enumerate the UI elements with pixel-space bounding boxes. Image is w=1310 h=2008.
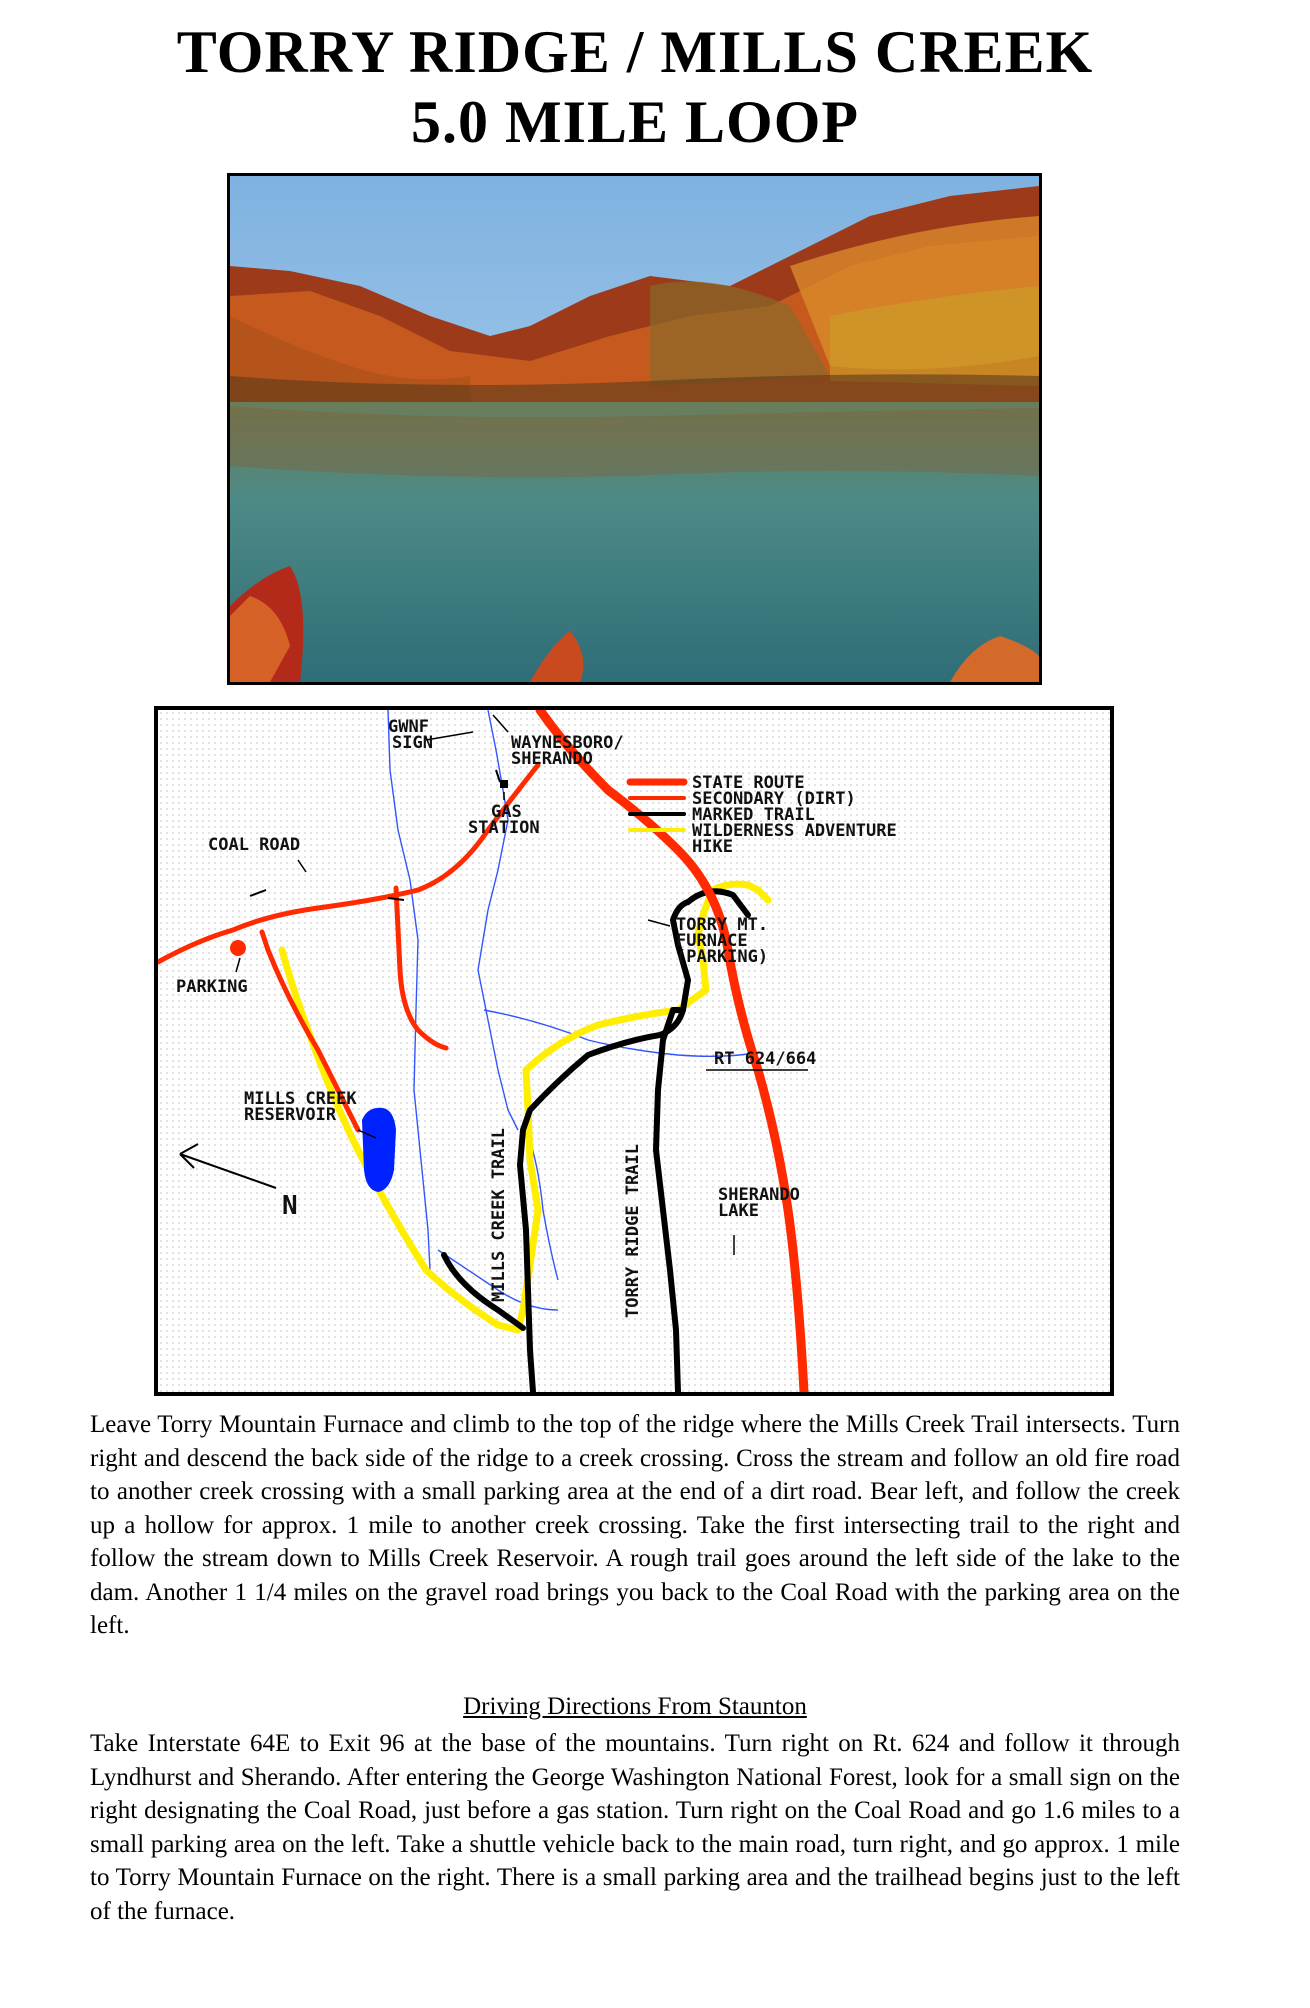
stream: [388, 710, 430, 1270]
reservoir-label-1: MILLS CREEK: [244, 1089, 357, 1109]
legend-marked-trail-label: MARKED TRAIL: [692, 805, 815, 825]
gas-station-label-1: GAS: [491, 802, 522, 822]
dirt-road-secondary: [396, 888, 446, 1048]
torry-furnace-label-3: (PARKING): [676, 947, 769, 967]
parking-label: PARKING: [176, 977, 248, 997]
torry-furnace-label-1: TORRY MT.: [676, 915, 769, 935]
sherando-lake-label-1: SHERANDO: [718, 1185, 800, 1205]
legend-lines: [630, 782, 684, 830]
gwnf-sign-label-1: GWNF: [388, 717, 429, 737]
parking-marker: [230, 940, 246, 956]
mills-creek-reservoir: [362, 1108, 396, 1192]
mills-creek-trail-path: [520, 902, 688, 1392]
north-arrow: [180, 1144, 276, 1188]
trail-map-art: [158, 710, 1110, 1392]
reservoir-photo-art: [230, 176, 1039, 682]
waynesboro-label-1: WAYNESBORO/: [511, 733, 624, 753]
reservoir-photo: [227, 173, 1042, 685]
legend-hike-label: HIKE: [692, 837, 733, 857]
torry-ridge-trail-label: TORRY RIDGE TRAIL: [623, 1144, 643, 1318]
page-title-line-2: 5.0 MILE LOOP: [410, 89, 860, 155]
driving-directions-heading: Driving Directions From Staunton: [463, 1693, 807, 1720]
legend-wilderness-label: WILDERNESS ADVENTURE: [692, 821, 897, 841]
coal-road: [158, 765, 538, 962]
stream: [484, 1010, 748, 1056]
north-label: N: [282, 1191, 298, 1221]
mills-creek-trail-label: MILLS CREEK TRAIL: [489, 1128, 509, 1302]
driving-directions-paragraph: Take Interstate 64E to Exit 96 at the base of the mountains. Turn right on Rt. 624 and follow it through Lyndhurst and Sherando. After entering the George Washington National Forest, look for a small sign on the right designating the Coal Road, just before a gas station. Turn right on the Coal Road and go 1.6 miles to a small parking area on the left. Take a shuttle vehicle back to the main road, turn right, and go approx. 1 mile to Torry Mountain Furnace on the right. There is a small parking area and the trailhead begins just to the left of the furnace.: [90, 1730, 1180, 1925]
page-title-line-1: TORRY RIDGE / MILLS CREEK: [176, 19, 1094, 85]
route-number-label: RT 624/664: [714, 1049, 817, 1069]
trail-map: [154, 706, 1114, 1396]
gwnf-sign-label-2: SIGN: [392, 733, 433, 753]
legend-state-route-label: STATE ROUTE: [692, 773, 805, 793]
reservoir-label-2: RESERVOIR: [244, 1105, 337, 1125]
legend-secondary-label: SECONDARY (DIRT): [692, 789, 856, 809]
hike-description-paragraph: Leave Torry Mountain Furnace and climb to the top of the ridge where the Mills Creek Trail intersects. Turn right and descend the back side of the ridge to a creek crossing. Cross the stream and follow an old fire road to another creek crossing with a small parking area at the end of a dirt road. Bear left, and follow the creek up a hollow for approx. 1 mile to another creek crossing. Take the first intersecting trail to the right and follow the stream down to Mills Creek Reservoir. A rough trail goes around the left side of the lake to the dam. Another 1 1/4 miles on the gravel road brings you back to the Coal Road with the parking area on the left.: [90, 1411, 1180, 1639]
gas-station-label-2: STATION: [468, 818, 540, 838]
gas-station-marker: [500, 780, 508, 788]
sherando-lake-label-2: LAKE: [718, 1201, 759, 1221]
coal-road-label: COAL ROAD: [208, 835, 301, 855]
waynesboro-label-2: SHERANDO: [511, 749, 593, 769]
torry-ridge-trail-path: [656, 1010, 683, 1392]
torry-furnace-label-2: FURNACE: [676, 931, 748, 951]
